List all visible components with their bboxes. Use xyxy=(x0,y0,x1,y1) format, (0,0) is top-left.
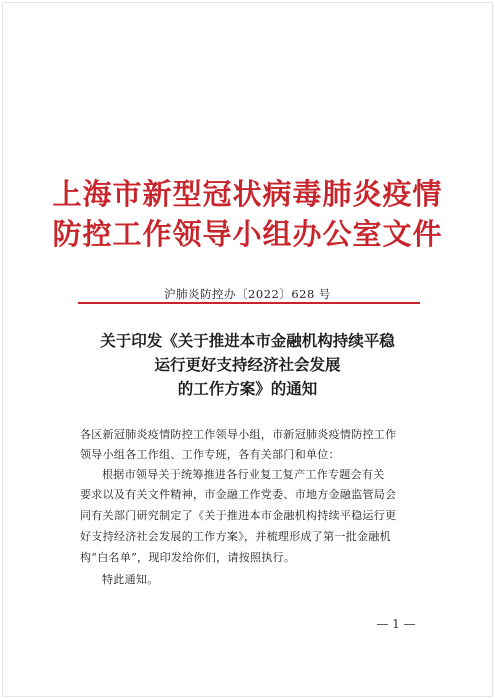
addressee-line2: 领导小组各工作组、工作专班，各有关部门和单位： xyxy=(80,448,340,461)
paragraph-line5: 构“白名单”，现印发给你们，请按照执行。 xyxy=(80,551,296,564)
addressee-line1: 各区新冠肺炎疫情防控工作领导小组，市新冠肺炎疫情防控工作 xyxy=(80,428,397,441)
header-title-line1: 上海市新型冠状病毒肺炎疫情 xyxy=(52,177,443,211)
red-divider-line xyxy=(78,302,420,304)
header-title-line2: 防控工作领导小组办公室文件 xyxy=(52,217,443,251)
notice-title-line3: 的工作方案》的通知 xyxy=(177,379,318,398)
closing-text: 特此通知。 xyxy=(102,573,159,586)
notice-title-line2: 运行更好支持经济社会发展 xyxy=(154,355,341,374)
doc-number: 沪肺炎防控办〔2022〕628 号 xyxy=(164,287,331,301)
paragraph-line1: 根据市领导关于统筹推进各行业复工复产工作专题会有关 xyxy=(102,468,385,481)
notice-title-line1: 关于印发《关于推进本市金融机构持续平稳 xyxy=(100,331,395,350)
paragraph-line4: 好支持经济社会发展的工作方案》，并梳理形成了第一批金融机 xyxy=(80,530,391,543)
paragraph-line2: 要求以及有关文件精神，市金融工作党委、市地方金融监管局会 xyxy=(80,488,397,501)
paragraph-line3: 同有关部门研究制定了《关于推进本市金融机构持续平稳运行更 xyxy=(80,509,397,522)
page-number: — 1 — xyxy=(376,617,416,631)
